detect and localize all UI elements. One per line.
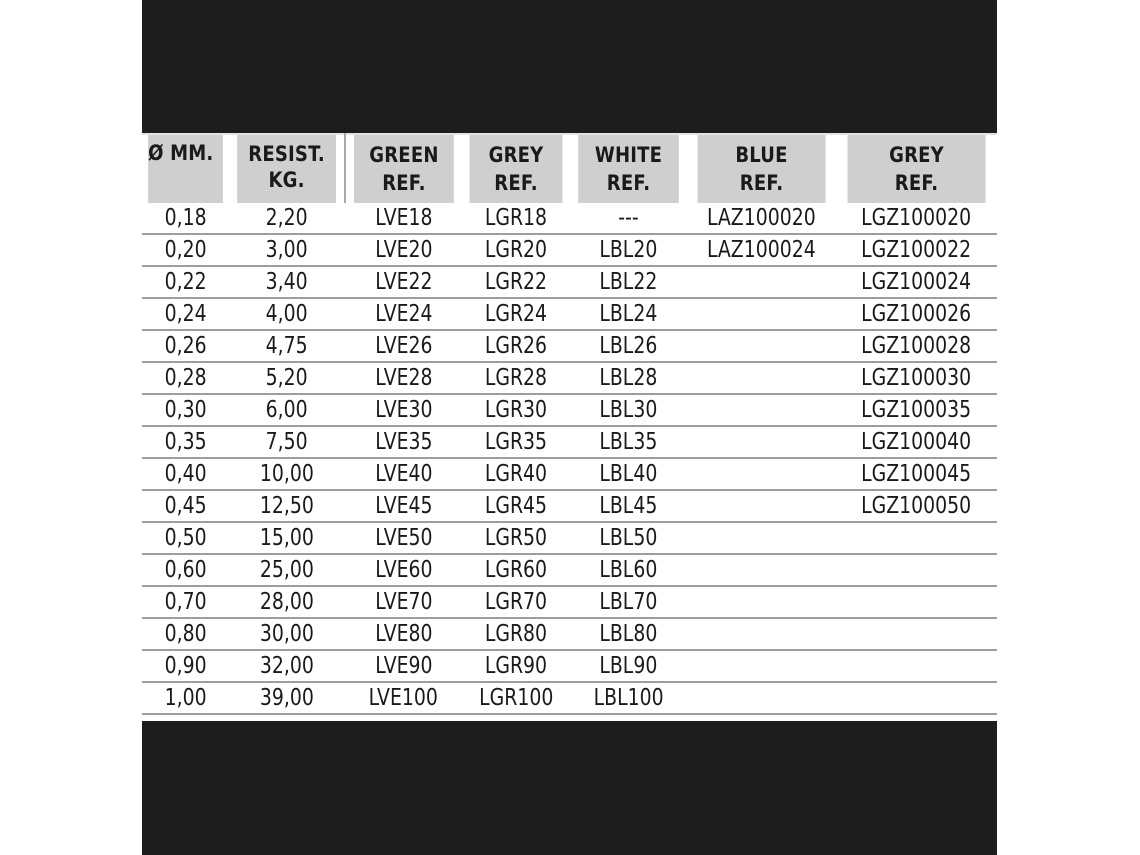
cell-resistance — [229, 266, 345, 298]
cell-text: 0,50 — [164, 525, 207, 551]
cell-text: LVE60 — [374, 557, 433, 583]
cell-blue-ref — [687, 682, 836, 714]
cell-text: 39,00 — [259, 685, 314, 711]
cell-text: 0,35 — [164, 429, 207, 455]
cell-blue-ref — [687, 650, 836, 682]
cell-grey-ref-2 — [836, 490, 997, 522]
cell-grey-ref-2 — [836, 586, 997, 618]
cell-text: 0,26 — [164, 333, 207, 359]
cell-text: LGR60 — [484, 557, 548, 583]
header-resistance-line1: RESIST. — [248, 142, 325, 166]
cell-text: LGR80 — [484, 621, 548, 647]
header-blue-ref — [697, 134, 825, 203]
cell-text: 1,00 — [164, 685, 207, 711]
cell-blue-ref — [687, 394, 836, 426]
table-row — [142, 426, 997, 458]
cell-text: LVE45 — [374, 493, 433, 519]
table-row — [142, 682, 997, 714]
cell-grey-ref — [462, 330, 570, 362]
cell-diameter — [142, 266, 229, 298]
header-blue-line1: BLUE — [735, 143, 788, 167]
cell-text: LBL30 — [599, 397, 658, 423]
cell-text: LGZ100022 — [861, 237, 972, 263]
header-grey2-line2: REF. — [894, 171, 939, 195]
cell-text: 0,18 — [164, 205, 207, 231]
header-diameter-line1: Ø MM. — [148, 141, 214, 165]
cell-diameter — [142, 650, 229, 682]
cell-text: LGZ100028 — [861, 333, 972, 359]
cell-text: LGR18 — [484, 205, 548, 231]
cell-text: --- — [618, 205, 639, 231]
cell-white-ref — [570, 682, 687, 714]
cell-grey-ref-2 — [836, 650, 997, 682]
cell-text: LGR100 — [478, 685, 554, 711]
cell-text: LVE100 — [368, 685, 439, 711]
cell-grey-ref — [462, 554, 570, 586]
cell-green-ref — [345, 426, 462, 458]
cell-diameter — [142, 234, 229, 266]
cell-text: 4,75 — [266, 333, 308, 359]
cell-resistance — [229, 330, 345, 362]
cell-text: LBL70 — [599, 589, 658, 615]
table-body — [142, 203, 997, 714]
header-row — [142, 134, 997, 203]
cell-blue-ref — [687, 618, 836, 650]
cell-text: 0,22 — [164, 269, 207, 295]
cell-diameter — [142, 298, 229, 330]
cell-white-ref — [570, 266, 687, 298]
cell-text: 12,50 — [259, 493, 314, 519]
cell-text: 2,20 — [266, 205, 308, 231]
header-grey2-line1: GREY — [889, 143, 944, 167]
cell-grey-ref — [462, 586, 570, 618]
cell-resistance — [229, 650, 345, 682]
cell-grey-ref — [462, 650, 570, 682]
header-grey-line2: REF. — [494, 171, 538, 195]
cell-text: LVE35 — [374, 429, 433, 455]
cell-grey-ref-2 — [836, 394, 997, 426]
cell-text: LBL35 — [599, 429, 658, 455]
cell-text: LVE26 — [374, 333, 433, 359]
cell-resistance — [229, 458, 345, 490]
cell-green-ref — [345, 650, 462, 682]
cell-grey-ref — [462, 426, 570, 458]
cell-white-ref — [570, 426, 687, 458]
cell-text: LVE30 — [374, 397, 433, 423]
cell-white-ref — [570, 618, 687, 650]
header-resistance-line2: KG. — [268, 168, 305, 192]
cell-diameter — [142, 618, 229, 650]
cell-text: LGR24 — [484, 301, 548, 327]
cell-text: 0,30 — [164, 397, 207, 423]
cell-diameter — [142, 394, 229, 426]
spec-table-container — [142, 133, 997, 721]
cell-white-ref — [570, 522, 687, 554]
cell-grey-ref — [462, 522, 570, 554]
cell-blue-ref — [687, 298, 836, 330]
cell-resistance — [229, 394, 345, 426]
cell-grey-ref-2 — [836, 203, 997, 234]
table-row — [142, 266, 997, 298]
cell-grey-ref — [462, 490, 570, 522]
table-row — [142, 234, 997, 266]
bottom-dark-band — [142, 721, 997, 855]
cell-blue-ref — [687, 554, 836, 586]
cell-text: 0,45 — [164, 493, 207, 519]
table-row — [142, 362, 997, 394]
cell-text: LBL60 — [599, 557, 658, 583]
cell-white-ref — [570, 234, 687, 266]
cell-grey-ref — [462, 362, 570, 394]
cell-text: 0,40 — [164, 461, 207, 487]
cell-text: LBL22 — [599, 269, 658, 295]
cell-text: 0,60 — [164, 557, 207, 583]
cell-text: 0,28 — [164, 365, 207, 391]
cell-diameter — [142, 490, 229, 522]
cell-text: LVE40 — [374, 461, 433, 487]
cell-green-ref — [345, 618, 462, 650]
cell-text: LVE24 — [374, 301, 433, 327]
cell-grey-ref — [462, 618, 570, 650]
cell-text: 28,00 — [259, 589, 314, 615]
table-row — [142, 394, 997, 426]
cell-grey-ref-2 — [836, 266, 997, 298]
cell-resistance — [229, 586, 345, 618]
cell-blue-ref — [687, 203, 836, 234]
cell-diameter — [142, 458, 229, 490]
cell-grey-ref-2 — [836, 522, 997, 554]
cell-resistance — [229, 362, 345, 394]
cell-text: 0,20 — [164, 237, 207, 263]
cell-blue-ref — [687, 362, 836, 394]
cell-grey-ref — [462, 298, 570, 330]
table-row — [142, 554, 997, 586]
cell-grey-ref-2 — [836, 682, 997, 714]
cell-white-ref — [570, 394, 687, 426]
cell-resistance — [229, 203, 345, 234]
cell-blue-ref — [687, 490, 836, 522]
cell-green-ref — [345, 362, 462, 394]
cell-text: LBL20 — [599, 237, 658, 263]
cell-text: LGR35 — [484, 429, 548, 455]
cell-white-ref — [570, 586, 687, 618]
cell-text: 25,00 — [259, 557, 314, 583]
cell-resistance — [229, 234, 345, 266]
cell-blue-ref — [687, 266, 836, 298]
cell-white-ref — [570, 650, 687, 682]
header-diameter — [148, 134, 223, 203]
cell-text: LBL40 — [599, 461, 658, 487]
cell-green-ref — [345, 394, 462, 426]
cell-resistance — [229, 426, 345, 458]
cell-text: LBL50 — [599, 525, 658, 551]
header-green-line1: GREEN — [369, 143, 439, 167]
cell-text: LGZ100030 — [861, 365, 972, 391]
cell-resistance — [229, 554, 345, 586]
cell-diameter — [142, 586, 229, 618]
cell-text: LBL90 — [599, 653, 658, 679]
line-spec-table — [142, 133, 997, 715]
cell-text: LBL100 — [593, 685, 664, 711]
cell-text: LBL80 — [599, 621, 658, 647]
cell-blue-ref — [687, 458, 836, 490]
cell-text: LGZ100020 — [861, 205, 972, 231]
table-row — [142, 298, 997, 330]
cell-green-ref — [345, 682, 462, 714]
cell-text: 0,24 — [164, 301, 207, 327]
cell-text: 10,00 — [259, 461, 314, 487]
cell-text: 6,00 — [266, 397, 308, 423]
header-white-line1: WHITE — [594, 143, 663, 167]
cell-text: LGR90 — [484, 653, 548, 679]
top-dark-band — [142, 0, 997, 133]
cell-text: LGZ100040 — [861, 429, 972, 455]
cell-text: 5,20 — [266, 365, 308, 391]
cell-text: LVE70 — [374, 589, 433, 615]
cell-text: LVE90 — [374, 653, 433, 679]
cell-text: LGR40 — [484, 461, 548, 487]
cell-text: LVE20 — [374, 237, 433, 263]
cell-text: LGR20 — [484, 237, 548, 263]
cell-grey-ref-2 — [836, 362, 997, 394]
cell-text: 30,00 — [259, 621, 314, 647]
table-row — [142, 650, 997, 682]
cell-text: LVE80 — [374, 621, 433, 647]
cell-text: LVE18 — [374, 205, 433, 231]
cell-diameter — [142, 330, 229, 362]
cell-text: LBL28 — [599, 365, 658, 391]
cell-white-ref — [570, 203, 687, 234]
cell-grey-ref — [462, 266, 570, 298]
cell-green-ref — [345, 586, 462, 618]
header-green-line2: REF. — [382, 171, 426, 195]
cell-text: LGR50 — [484, 525, 548, 551]
cell-grey-ref-2 — [836, 234, 997, 266]
cell-text: 3,00 — [266, 237, 308, 263]
cell-text: 7,50 — [266, 429, 308, 455]
table-header — [142, 134, 997, 203]
cell-diameter — [142, 682, 229, 714]
cell-diameter — [142, 362, 229, 394]
table-row — [142, 618, 997, 650]
cell-white-ref — [570, 490, 687, 522]
cell-blue-ref — [687, 330, 836, 362]
cell-grey-ref — [462, 234, 570, 266]
cell-grey-ref — [462, 394, 570, 426]
header-resistance — [237, 134, 337, 203]
header-grey-ref — [470, 134, 563, 203]
cell-text: 0,80 — [164, 621, 207, 647]
cell-text: LGZ100045 — [861, 461, 972, 487]
cell-diameter — [142, 426, 229, 458]
table-row — [142, 490, 997, 522]
cell-text: LGR28 — [484, 365, 548, 391]
cell-grey-ref — [462, 458, 570, 490]
cell-text: LGR70 — [484, 589, 548, 615]
table-row — [142, 586, 997, 618]
cell-text: LVE28 — [374, 365, 433, 391]
cell-text: LBL45 — [599, 493, 658, 519]
cell-blue-ref — [687, 426, 836, 458]
cell-text: LGR30 — [484, 397, 548, 423]
header-blue-line2: REF. — [739, 171, 784, 195]
cell-grey-ref — [462, 682, 570, 714]
cell-text: LAZ100024 — [707, 237, 816, 263]
cell-white-ref — [570, 554, 687, 586]
cell-text: 15,00 — [259, 525, 314, 551]
header-white-line2: REF. — [606, 171, 651, 195]
cell-green-ref — [345, 458, 462, 490]
cell-green-ref — [345, 554, 462, 586]
cell-blue-ref — [687, 522, 836, 554]
cell-grey-ref-2 — [836, 298, 997, 330]
cell-resistance — [229, 682, 345, 714]
cell-green-ref — [345, 490, 462, 522]
cell-diameter — [142, 522, 229, 554]
header-grey-ref-2 — [847, 134, 985, 203]
cell-resistance — [229, 522, 345, 554]
cell-green-ref — [345, 330, 462, 362]
cell-text: 3,40 — [266, 269, 308, 295]
cell-text: LGZ100035 — [861, 397, 972, 423]
cell-text: LVE50 — [374, 525, 433, 551]
cell-text: 32,00 — [259, 653, 314, 679]
cell-text: LVE22 — [374, 269, 433, 295]
cell-text: 0,90 — [164, 653, 207, 679]
cell-white-ref — [570, 298, 687, 330]
cell-text: LGZ100024 — [861, 269, 972, 295]
cell-resistance — [229, 298, 345, 330]
cell-grey-ref — [462, 203, 570, 234]
cell-text: LGR22 — [484, 269, 548, 295]
table-row — [142, 203, 997, 234]
cell-text: LGR45 — [484, 493, 548, 519]
header-white-ref — [578, 134, 679, 203]
header-grey-line1: GREY — [488, 143, 544, 167]
cell-blue-ref — [687, 586, 836, 618]
cell-green-ref — [345, 266, 462, 298]
cell-text: LGR26 — [484, 333, 548, 359]
table-row — [142, 458, 997, 490]
cell-text: LAZ100020 — [707, 205, 816, 231]
cell-grey-ref-2 — [836, 554, 997, 586]
cell-green-ref — [345, 298, 462, 330]
cell-text: 0,70 — [164, 589, 207, 615]
cell-diameter — [142, 554, 229, 586]
cell-grey-ref-2 — [836, 618, 997, 650]
header-green-ref — [353, 134, 454, 203]
cell-blue-ref — [687, 234, 836, 266]
cell-text: LBL24 — [599, 301, 658, 327]
cell-green-ref — [345, 234, 462, 266]
table-row — [142, 330, 997, 362]
cell-grey-ref-2 — [836, 458, 997, 490]
cell-grey-ref-2 — [836, 426, 997, 458]
cell-text: LGZ100026 — [861, 301, 972, 327]
cell-resistance — [229, 490, 345, 522]
cell-resistance — [229, 618, 345, 650]
cell-grey-ref-2 — [836, 330, 997, 362]
cell-white-ref — [570, 330, 687, 362]
table-row — [142, 522, 997, 554]
cell-text: 4,00 — [266, 301, 308, 327]
cell-green-ref — [345, 522, 462, 554]
cell-text: LGZ100050 — [861, 493, 972, 519]
cell-text: LBL26 — [599, 333, 658, 359]
cell-green-ref — [345, 203, 462, 234]
cell-diameter — [142, 203, 229, 234]
cell-white-ref — [570, 458, 687, 490]
cell-white-ref — [570, 362, 687, 394]
